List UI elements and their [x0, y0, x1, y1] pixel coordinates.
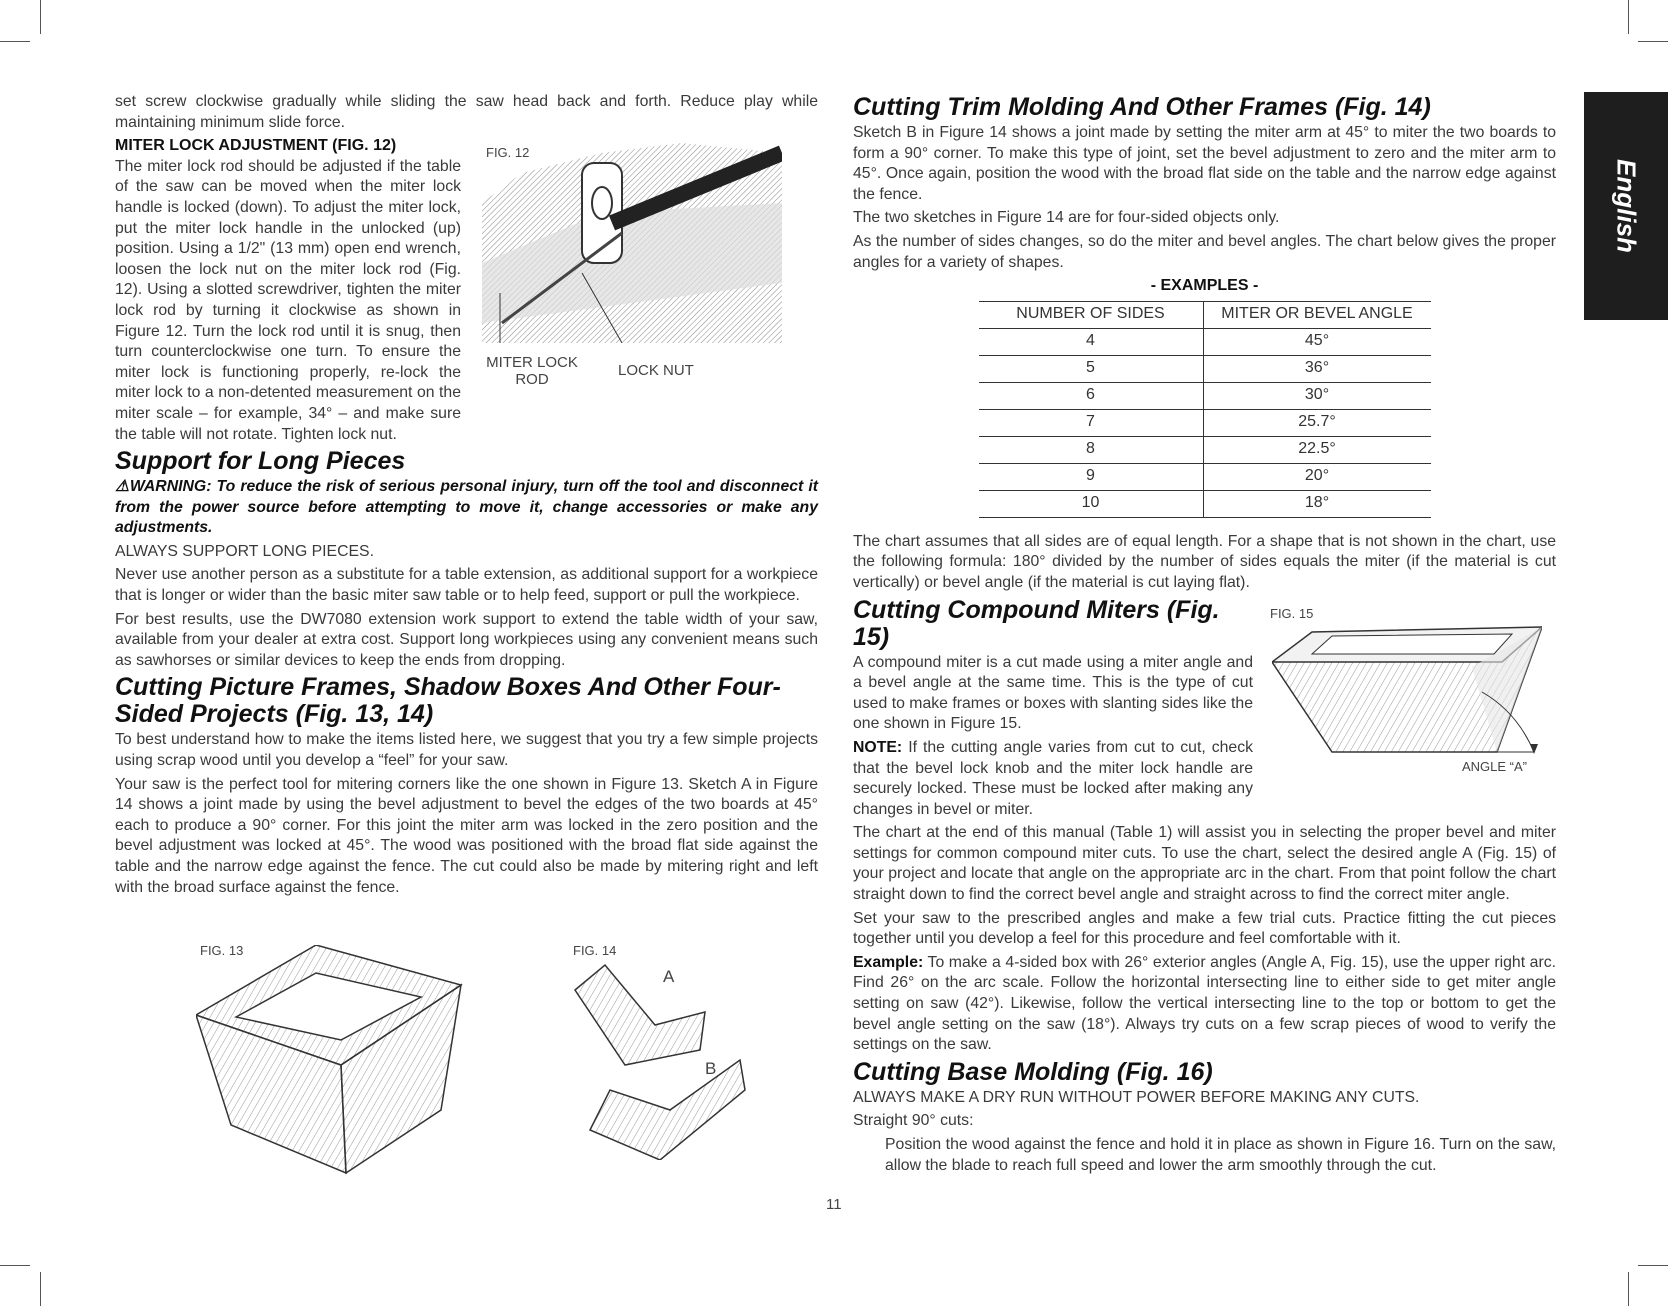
sides-cell: 6 — [979, 382, 1204, 409]
angle-cell: 18° — [1203, 490, 1431, 517]
compound-p1: A compound miter is a cut made using a miter angle and a bevel angle at the same time. This is the type of cut used to make frames or boxes with slanting sides like the one shown in Figure 15. — [853, 653, 1253, 733]
fig15-label: FIG. 15 — [1270, 606, 1314, 621]
crop-mark — [0, 1265, 30, 1266]
support-p2: Never use another person as a substitute for a table extension, as additional support for a workpiece that is longer or wider than the basic miter saw table or to help feed, support or pull the workpiece. — [115, 566, 818, 605]
angle-cell: 45° — [1203, 328, 1431, 355]
fig12-illustration — [482, 143, 782, 343]
angle-cell: 25.7° — [1203, 409, 1431, 436]
miter-lock-body: The miter lock rod should be adjusted if the table of the saw can be moved when the miter lock handle is locked (down). To adjust the miter lock, put the miter lock handle in the unlocked (up) position. Using a 1/2" (13 mm) open end wrench, loosen the lock nut on the miter lock rod (Fig. 12). Using a slotted screwdriver, tighten the miter lock rod by turning it clockwise as shown in Figure 12. Turn the lock rod until it is snug, then turn counterclockwise one turn. To ensure the miter lock is functioning properly, re-lock the miter lock to a non-detented measurement on the miter scale – for example, 34° – and make sure the table will not rotate. Tighten lock nut. — [115, 157, 461, 443]
chart-note: The chart assumes that all sides are of equal length. For a shape that is not shown in the chart, use the following formula: 180° divided by the number of sides equals the miter (if the material is cut vertically) or bevel angle (if the material is cut laying flat). — [853, 532, 1556, 591]
compound-note: NOTE: If the cutting angle varies from cut to cut, check that the bevel lock knob and the miter lock handle are securely locked. These must be locked after making any changes in bevel or miter. — [853, 738, 1254, 818]
sides-cell: 5 — [979, 355, 1204, 382]
fig14-label: FIG. 14 — [573, 943, 617, 958]
support-p3: For best results, use the DW7080 extension work support to extend the table width of your saw, available from your dealer at extra cost. Support long workpieces using any convenient means such as sawhorses or similar devices to keep the ends from dropping. — [115, 610, 818, 669]
compound-p2: The chart at the end of this manual (Table 1) will assist you in selecting the proper bevel and miter settings for common compound miter cuts. To use the chart, select the desired angle A (Fig. 15) of your project and locate that angle on the appropriate arc in the chart. From that point follow the chart straight down to find the correct bevel angle and straight across to find the correct miter angle. — [853, 824, 1556, 904]
support-warning: ⚠WARNING: To reduce the risk of serious personal injury, turn off the tool and disconnect it from the power source before attempting to move it, change accessories or make any adjustments. — [115, 478, 818, 537]
language-tab: English — [1584, 92, 1668, 320]
angle-cell: 22.5° — [1203, 436, 1431, 463]
examples-col1-header: NUMBER OF SIDES — [979, 301, 1204, 328]
crop-mark — [40, 1272, 41, 1306]
sides-cell: 10 — [979, 490, 1204, 517]
crop-mark — [1628, 0, 1629, 34]
fig12-callout-rod: MITER LOCK ROD — [486, 354, 578, 388]
fig15-angle-label: ANGLE “A” — [1462, 759, 1528, 774]
trim-p2: The two sketches in Figure 14 are for four-sided objects only. — [853, 209, 1280, 227]
page-number: 11 — [826, 1196, 842, 1213]
table-row — [979, 436, 1431, 463]
fig13-box-illustration — [196, 945, 486, 1175]
crop-mark — [40, 0, 41, 34]
examples-caption: - EXAMPLES - — [1150, 277, 1259, 295]
fig12-label: FIG. 12 — [486, 145, 530, 160]
miter-lock-heading: MITER LOCK ADJUSTMENT (FIG. 12) — [115, 137, 397, 155]
crop-mark — [1638, 41, 1668, 42]
trim-p3: As the number of sides changes, so do the miter and bevel angles. The chart below gives the proper angles for a variety of shapes. — [853, 232, 1556, 271]
trim-p1: Sketch B in Figure 14 shows a joint made by setting the miter arm at 45° to miter the two boards to form a 90° corner. To make this type of joint, set the bevel adjustment to zero and the miter arm to 45°. Once again, position the wood with the broad flat side on the table and the narrow edge against the fence. — [853, 124, 1556, 203]
fig12-callout-nut: LOCK NUT — [618, 362, 694, 379]
trim-heading: Cutting Trim Molding And Other Frames (Fig. 14) — [853, 93, 1431, 121]
crop-mark — [1638, 1265, 1668, 1266]
table-row — [979, 463, 1431, 490]
support-heading: Support for Long Pieces — [115, 447, 406, 476]
frames-p1: To best understand how to make the items listed here, we suggest that you try a few simple projects using scrap wood until you develop a “feel” for your saw. — [115, 731, 818, 770]
fig15-compound-box-illustration — [1272, 622, 1542, 772]
intro-paragraph: set screw clockwise gradually while sliding the saw head back and forth. Reduce play while maintaining minimum slide force. — [115, 93, 818, 131]
base-p1: ALWAYS MAKE A DRY RUN WITHOUT POWER BEFORE MAKING ANY CUTS. — [853, 1088, 1420, 1106]
support-p1: ALWAYS SUPPORT LONG PIECES. — [115, 542, 374, 560]
base-p3: Position the wood against the fence and hold it in place as shown in Figure 16. Turn on the saw, allow the blade to reach full speed and lower the arm smoothly through the cut. — [885, 1136, 1556, 1174]
table-row — [979, 409, 1431, 436]
crop-mark — [0, 41, 30, 42]
examples-col2-header: MITER OR BEVEL ANGLE — [1203, 301, 1431, 328]
angle-cell: 30° — [1203, 382, 1431, 409]
sides-cell: 8 — [979, 436, 1204, 463]
examples-table — [979, 301, 1431, 518]
angle-cell: 36° — [1203, 355, 1431, 382]
compound-p3: Set your saw to the prescribed angles and make a few trial cuts. Practice fitting the cut pieces together until you develop a feel for this procedure and feel comfortable with it. — [853, 909, 1556, 948]
fig14-label-a: A — [663, 967, 675, 986]
compound-example: Example: To make a 4-sided box with 26° exterior angles (Angle A, Fig. 15), use the upper right arc. Find 26° on the arc scale. Follow the horizontal intersecting line to either side to get miter angle setting on saw (42°). Likewise, follow the vertical intersecting line to the top or bottom to get the bevel angle setting on the saw (18°). Always try cuts on a few scrap pieces of wood to verify the settings on the saw. — [853, 953, 1557, 1054]
frames-p2: Your saw is the perfect tool for mitering corners like the one shown in Figure 13. Sketch A in Figure 14 shows a joint made by using the bevel adjustment to bevel the edges of the two boards at 45° each to produce a 90° corner. For this joint the miter arm was locked in the zero position and the bevel adjustment was locked at 45°. The wood was positioned with the broad flat side against the table and the narrow edge against the fence. The cut could also be made by mitering right and left with the broad surface against the fence. — [115, 775, 818, 896]
table-row — [979, 328, 1431, 355]
fig13-label: FIG. 13 — [200, 943, 244, 958]
table-row — [979, 355, 1431, 382]
base-heading: Cutting Base Molding (Fig. 16) — [853, 1057, 1213, 1086]
warning-icon: ⚠ — [115, 478, 130, 496]
crop-mark — [1628, 1272, 1629, 1306]
fig14-joint-illustration — [570, 960, 760, 1160]
fig14-label-b: B — [705, 1059, 717, 1078]
frames-heading: Cutting Picture Frames, Shadow Boxes And Other Four-Sided Projects (Fig. 13, 14) — [115, 673, 781, 729]
sides-cell: 4 — [979, 328, 1204, 355]
table-row — [979, 490, 1431, 517]
angle-cell: 20° — [1203, 463, 1431, 490]
sides-cell: 7 — [979, 409, 1204, 436]
compound-heading: Cutting Compound Miters (Fig. 15) — [853, 595, 1220, 651]
base-p2: Straight 90° cuts: — [853, 1112, 974, 1130]
table-row — [979, 382, 1431, 409]
sides-cell: 9 — [979, 463, 1204, 490]
